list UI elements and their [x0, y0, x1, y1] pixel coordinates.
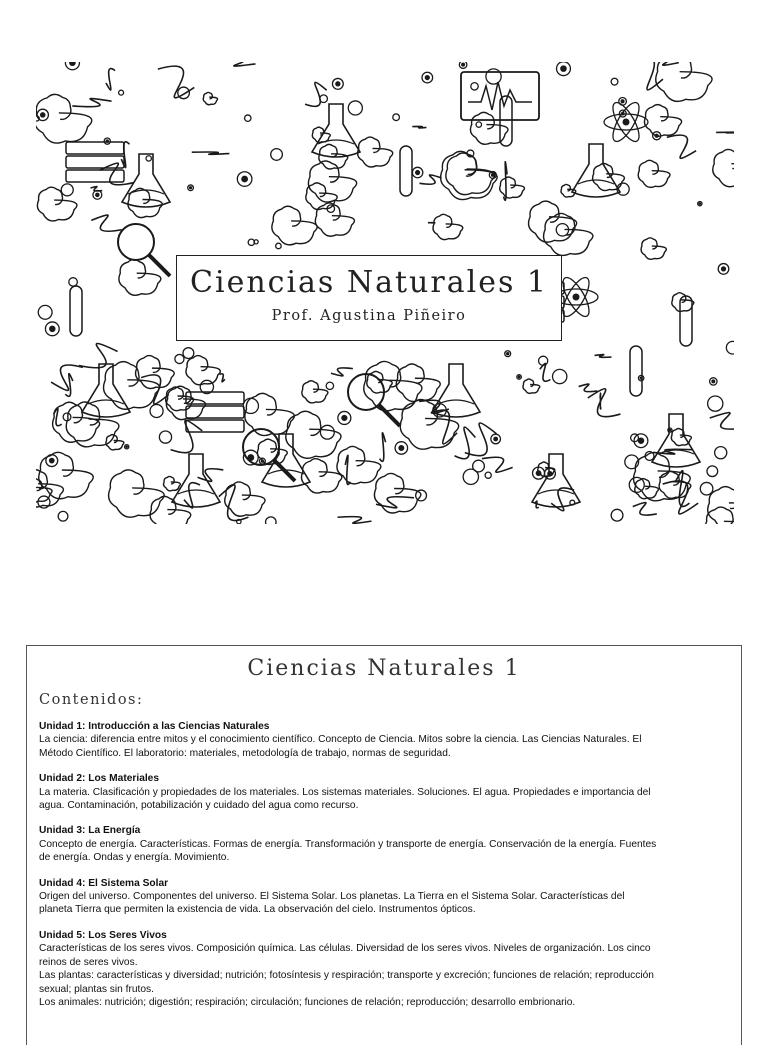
swirl-doodle: [358, 137, 393, 167]
bubble-doodle: [393, 114, 400, 121]
bubble-dot: [669, 429, 671, 431]
swirl-doodle: [312, 127, 330, 142]
bubble-dot: [494, 437, 498, 441]
unit-block: [39, 929, 729, 1009]
curve-doodle: [588, 389, 621, 417]
bubble-dot: [416, 170, 420, 174]
flask-icon: [652, 414, 700, 467]
curve-doodle: [220, 374, 225, 382]
bubble-dot: [712, 380, 715, 383]
swirl-doodle: [441, 151, 498, 199]
swirl-doodle: [500, 177, 525, 198]
unit-description-line: de energía. Ondas y energía. Movimiento.: [39, 851, 729, 864]
swirl-doodle: [104, 362, 160, 410]
bubble-dot: [507, 353, 509, 355]
test-tube-icon: [500, 96, 512, 146]
unit-title: Unidad 2: Los Materiales: [39, 772, 729, 785]
unit-description-line: Las plantas: características y diversidad; nutrición; fotosíntesis y respiración; transporte y excreción; funciones de relación; reproducción: [39, 969, 729, 982]
bubble-dot: [621, 100, 624, 103]
bubble-doodle: [471, 83, 478, 90]
atom-nucleus: [623, 119, 629, 125]
swirl-doodle: [544, 213, 593, 255]
bubble-dot: [242, 176, 248, 182]
magnifying-glass-handle: [149, 255, 170, 276]
book-icon: [66, 170, 124, 182]
unit-block: [39, 877, 729, 917]
swirl-doodle: [644, 105, 681, 137]
cover-author: Prof. Agustina Piñeiro: [177, 308, 561, 324]
unit-description-line: sexual; plantas sin frutos.: [39, 983, 729, 996]
cover-title: Ciencias Naturales 1: [177, 265, 561, 301]
bubble-doodle: [708, 396, 723, 411]
bubble-dot: [189, 187, 191, 189]
curve-doodle: [192, 152, 230, 154]
bubble-doodle: [629, 477, 644, 492]
atom-nucleus: [573, 294, 579, 300]
book-icon: [186, 392, 244, 404]
swirl-doodle: [109, 470, 165, 517]
flask-icon: [262, 434, 310, 487]
bubble-doodle: [38, 305, 52, 319]
bubble-doodle: [320, 95, 328, 103]
swirl-doodle: [136, 356, 175, 389]
swirl-doodle: [186, 356, 220, 385]
swirl-doodle: [713, 149, 734, 186]
bubble-dot: [721, 267, 725, 271]
curve-doodle: [376, 497, 414, 508]
unit-description-line: La ciencia: diferencia entre mitos y el conocimiento científico. Concepto de Ciencia. Mitos sobre la ciencia. Las Ciencias Naturales. El: [39, 733, 729, 746]
curve-doodle: [710, 413, 734, 429]
bubble-doodle: [175, 354, 184, 363]
unit-block: [39, 824, 729, 864]
unit-description-line: planeta Tierra que permiten la existencia de vida. La observación del cielo. Instrumentos ópticos.: [39, 903, 729, 916]
bubble-doodle: [476, 122, 481, 127]
bubble-doodle: [700, 482, 713, 495]
bubble-doodle: [61, 184, 73, 196]
bubble-dot: [106, 140, 108, 142]
bubble-dot: [126, 446, 128, 448]
cover-title-box: [176, 255, 562, 341]
contents-title: Ciencias Naturales 1: [27, 656, 741, 681]
unit-description-line: Características de los seres vivos. Composición química. Las células. Diversidad de los seres vivos. Niveles de organización. Los cinco: [39, 942, 729, 955]
test-tube-icon: [680, 296, 692, 346]
bubble-doodle: [58, 511, 68, 521]
swirl-doodle: [119, 260, 161, 296]
swirl-doodle: [164, 476, 181, 490]
flask-liquid-line: [438, 400, 474, 404]
curve-doodle: [540, 363, 551, 381]
curve-doodle: [412, 126, 426, 127]
bubble-dot: [548, 471, 552, 475]
curve-doodle: [482, 457, 513, 472]
bubble-doodle: [146, 156, 151, 161]
unit-title: Unidad 1: Introducción a las Ciencias Naturales: [39, 720, 729, 733]
bubble-dot: [40, 113, 45, 118]
swirl-doodle: [272, 206, 317, 245]
bubble-doodle: [611, 78, 618, 85]
curve-doodle: [141, 375, 169, 404]
flask-liquid-line: [178, 490, 214, 494]
swirl-doodle: [656, 62, 712, 101]
bubble-dot: [640, 377, 642, 379]
swirl-doodle: [638, 160, 670, 187]
curve-doodle: [634, 62, 663, 90]
swirl-doodle: [39, 452, 93, 498]
bubble-doodle: [159, 431, 171, 443]
swirl-doodle: [433, 214, 463, 239]
swirl-doodle: [446, 153, 495, 195]
bubble-doodle: [553, 369, 567, 383]
curve-doodle: [380, 433, 386, 462]
bubble-dot: [536, 471, 541, 476]
curve-doodle: [338, 517, 372, 524]
curve-doodle: [633, 503, 657, 516]
bubble-doodle: [320, 425, 334, 439]
curve-doodle: [345, 455, 350, 484]
unit-description-line: agua. Contaminación, potabilización y cuidado del agua como recurso.: [39, 799, 729, 812]
bubble-doodle: [707, 466, 718, 477]
bubble-dot: [399, 445, 404, 450]
swirl-doodle: [470, 112, 508, 144]
unit-description-line: Los animales: nutrición; digestión; respiración; circulación; funciones de relación; reproducción; desarrollo embrionario.: [39, 996, 729, 1009]
bubble-dot: [50, 326, 55, 331]
contents-page: [26, 645, 742, 1045]
book-icon: [66, 156, 124, 168]
bubble-dot: [248, 455, 254, 461]
bubble-doodle: [150, 404, 163, 417]
bubble-dot: [561, 66, 567, 72]
book-icon: [66, 142, 124, 154]
units-list: [39, 720, 729, 1009]
unit-description-line: Origen del universo. Componentes del universo. El Sistema Solar. Los planetas. La Tierra en el Sistema Solar. Características del: [39, 890, 729, 903]
curve-doodle: [419, 175, 441, 184]
unit-title: Unidad 3: La Energía: [39, 824, 729, 837]
bubble-dot: [491, 174, 494, 177]
swirl-doodle: [53, 402, 100, 442]
curve-doodle: [91, 215, 122, 231]
swirl-doodle: [302, 381, 328, 403]
curve-doodle: [106, 69, 115, 90]
curve-doodle: [198, 469, 224, 482]
curve-doodle: [667, 135, 696, 158]
bubble-doodle: [38, 496, 50, 508]
unit-title: Unidad 5: Los Seres Vivos: [39, 929, 729, 942]
bubble-doodle: [276, 243, 282, 249]
test-tube-icon: [70, 286, 82, 336]
swirl-doodle: [301, 459, 341, 493]
unit-description-line: La materia. Clasificación y propiedades de los materiales. Los sistemas materiales. Soluciones. El agua. Propiedades e importancia del: [39, 786, 729, 799]
bubble-dot: [96, 193, 100, 197]
flask-icon: [532, 454, 580, 507]
unit-block: [39, 720, 729, 760]
curve-doodle: [72, 99, 111, 107]
magnifying-glass-handle: [379, 405, 400, 426]
flask-liquid-line: [538, 490, 574, 494]
bubble-doodle: [726, 341, 734, 354]
unit-title: Unidad 4: El Sistema Solar: [39, 877, 729, 890]
curve-doodle: [600, 393, 601, 409]
bubble-dot: [621, 112, 624, 115]
curve-doodle: [716, 132, 734, 133]
bubble-doodle: [463, 469, 478, 484]
bubble-dot: [261, 460, 263, 462]
swirl-doodle: [128, 188, 162, 217]
curve-doodle: [51, 365, 83, 390]
bubble-doodle: [271, 149, 283, 161]
bubble-dot: [70, 62, 76, 66]
bubble-dot: [638, 438, 644, 444]
swirl-doodle: [672, 293, 694, 312]
bubble-dot: [336, 82, 340, 86]
swirl-doodle: [396, 364, 440, 401]
bubble-dot: [518, 376, 520, 378]
curve-doodle: [579, 384, 598, 392]
bubble-doodle: [266, 517, 276, 524]
bubble-doodle: [178, 87, 190, 99]
bubble-dot: [699, 203, 701, 205]
swirl-doodle: [337, 446, 381, 483]
unit-description-line: Concepto de energía. Características. Formas de energía. Transformación y transporte de energía. Conservación de la energía. Fuentes: [39, 838, 729, 851]
bubble-doodle: [243, 398, 258, 413]
test-tube-icon: [400, 146, 412, 196]
bubble-dot: [425, 75, 429, 79]
test-tube-icon: [630, 346, 642, 396]
swirl-doodle: [36, 94, 92, 143]
swirl-doodle: [66, 402, 119, 447]
flask-liquid-line: [88, 400, 124, 404]
flask-liquid-line: [318, 140, 354, 144]
flask-icon: [172, 454, 220, 507]
swirl-doodle: [203, 92, 217, 104]
bubble-doodle: [69, 278, 78, 287]
bubble-doodle: [611, 509, 623, 521]
curve-doodle: [216, 62, 256, 66]
bubble-doodle: [485, 472, 491, 478]
bubble-doodle: [539, 356, 548, 365]
bubble-dot: [342, 415, 347, 420]
bubble-doodle: [348, 101, 362, 115]
swirl-doodle: [374, 473, 420, 513]
bubble-doodle: [326, 382, 333, 389]
swirl-doodle: [308, 161, 356, 202]
bubble-doodle: [715, 447, 727, 459]
bubble-doodle: [183, 348, 194, 359]
curve-doodle: [595, 355, 612, 358]
swirl-doodle: [523, 379, 540, 393]
bubble-dot: [655, 134, 658, 137]
unit-block: [39, 772, 729, 812]
bubble-doodle: [245, 115, 251, 121]
flask-icon: [432, 364, 480, 417]
curve-doodle: [184, 483, 200, 508]
bubble-dot: [49, 458, 54, 463]
contents-heading: Contenidos:: [39, 692, 741, 708]
swirl-doodle: [529, 201, 577, 242]
swirl-doodle: [37, 187, 77, 221]
unit-description-line: reinos de seres vivos.: [39, 956, 729, 969]
book-icon: [186, 406, 244, 418]
swirl-doodle: [593, 163, 625, 190]
unit-description-line: Método Científico. El laboratorio: materiales, metodología de trabajo, normas de seguridad.: [39, 747, 729, 760]
bubble-dot: [462, 63, 465, 66]
swirl-doodle: [641, 238, 666, 260]
bubble-doodle: [119, 90, 124, 95]
magnifying-glass-icon: [118, 224, 154, 260]
curve-doodle: [331, 368, 353, 376]
